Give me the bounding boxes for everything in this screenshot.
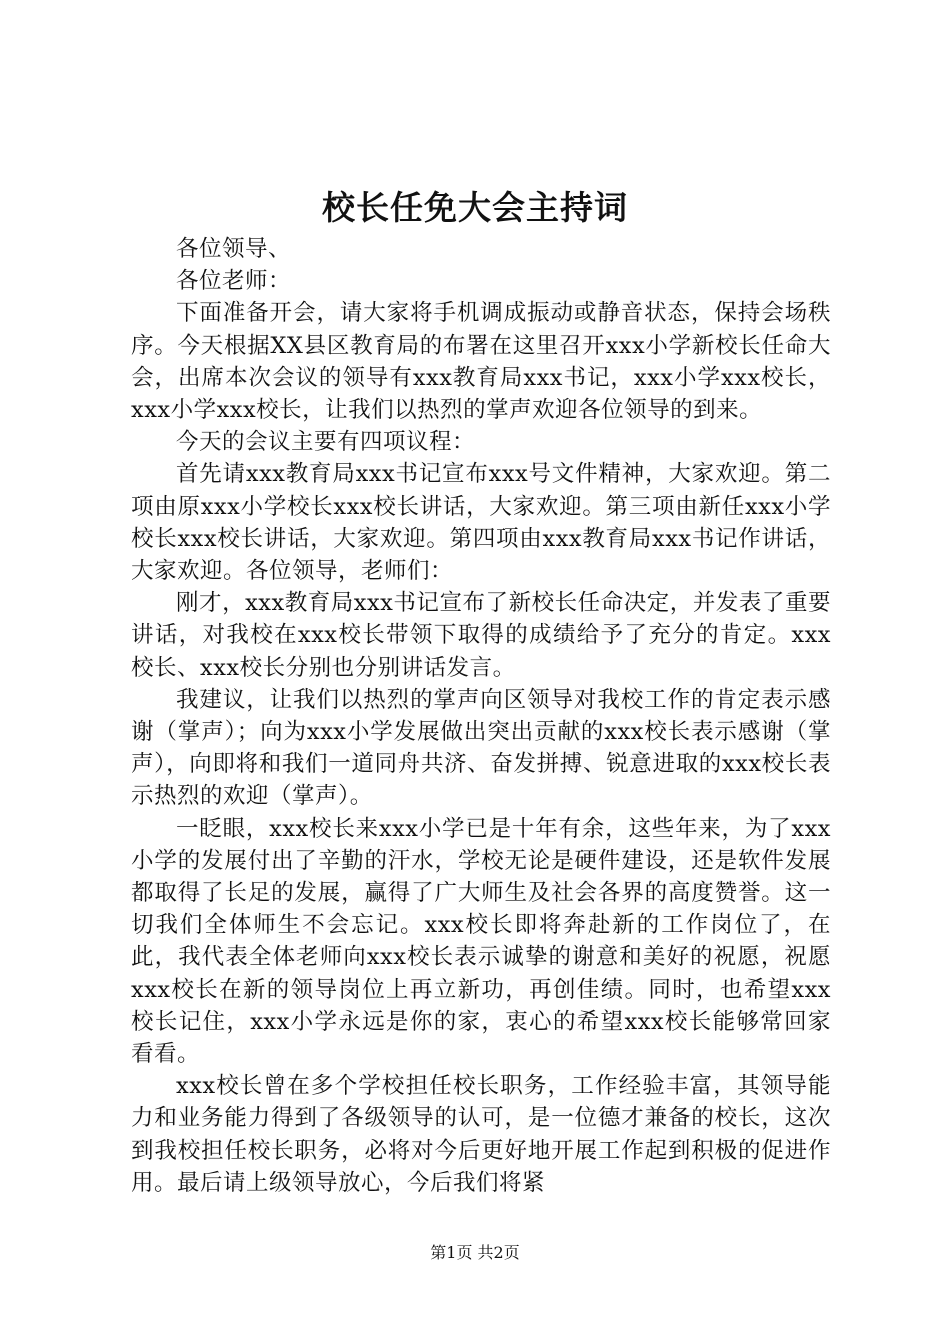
paragraph-new-principal: xxx校长曾在多个学校担任校长职务，工作经验丰富，其领导能力和业务能力得到了各级领导的认可，是一位德才兼备的校长，这次到我校担任校长职务，必将对今后更好地开展工作起到积极的促进作用。最后请上级领导放心，今后我们将紧 [131, 1073, 831, 1196]
paragraph-thanks: 我建议，让我们以热烈的掌声向区领导对我校工作的肯定表示感谢（掌声）；向为xxx小学发展做出突出贡献的xxx校长表示感谢（掌声），向即将和我们一道同舟共济、奋发拼搏、锐意进取的xxx校长表示热烈的欢迎（掌声）。 [131, 686, 831, 810]
paragraph-farewell: 一眨眼，xxx校长来xxx小学已是十年有余，这些年来，为了xxx小学的发展付出了辛勤的汗水，学校无论是硬件建设，还是软件发展都取得了长足的发展，赢得了广大师生及社会各界的高度赞誉。这一切我们全体师生不会忘记。xxx校长即将奔赴新的工作岗位了，在此，我代表全体老师向xxx校长表示诚挚的谢意和美好的祝愿，祝愿xxx校长在新的领导岗位上再立新功，再创佳绩。同时，也希望xxx校长记住，xxx小学永远是你的家，衷心的希望xxx校长能够常回家看看。 [131, 815, 831, 1068]
paragraph-summary: 刚才，xxx教育局xxx书记宣布了新校长任命决定，并发表了重要讲话，对我校在xxx校长带领下取得的成绩给予了充分的肯定。xxx校长、xxx校长分别也分别讲话发言。 [131, 590, 831, 681]
paragraph-salutation-teachers: 各位老师： [176, 268, 292, 295]
paragraph-opening: 下面准备开会，请大家将手机调成振动或静音状态，保持会场秩序。今天根据XX县区教育局的布署在这里召开xxx小学新校长任命大会，出席本次会议的领导有xxx教育局xxx书记，xxx小学xxx校长，xxx小学xxx校长，让我们以热烈的掌声欢迎各位领导的到来。 [131, 300, 831, 424]
paragraph-agenda-intro: 今天的会议主要有四项议程： [176, 429, 476, 456]
paragraph-agenda-items: 首先请xxx教育局xxx书记宣布xxx号文件精神，大家欢迎。第二项由原xxx小学校长xxx校长讲话，大家欢迎。第三项由新任xxx小学校长xxx校长讲话，大家欢迎。第四项由xxx教育局xxx书记作讲话，大家欢迎。各位领导，老师们： [131, 461, 831, 585]
paragraph-salutation-leaders: 各位领导、 [176, 236, 292, 262]
page-number: 第1页 共2页 [430, 1243, 520, 1262]
document-body [131, 233, 831, 1199]
document-title: 校长任免大会主持词 [322, 188, 628, 227]
